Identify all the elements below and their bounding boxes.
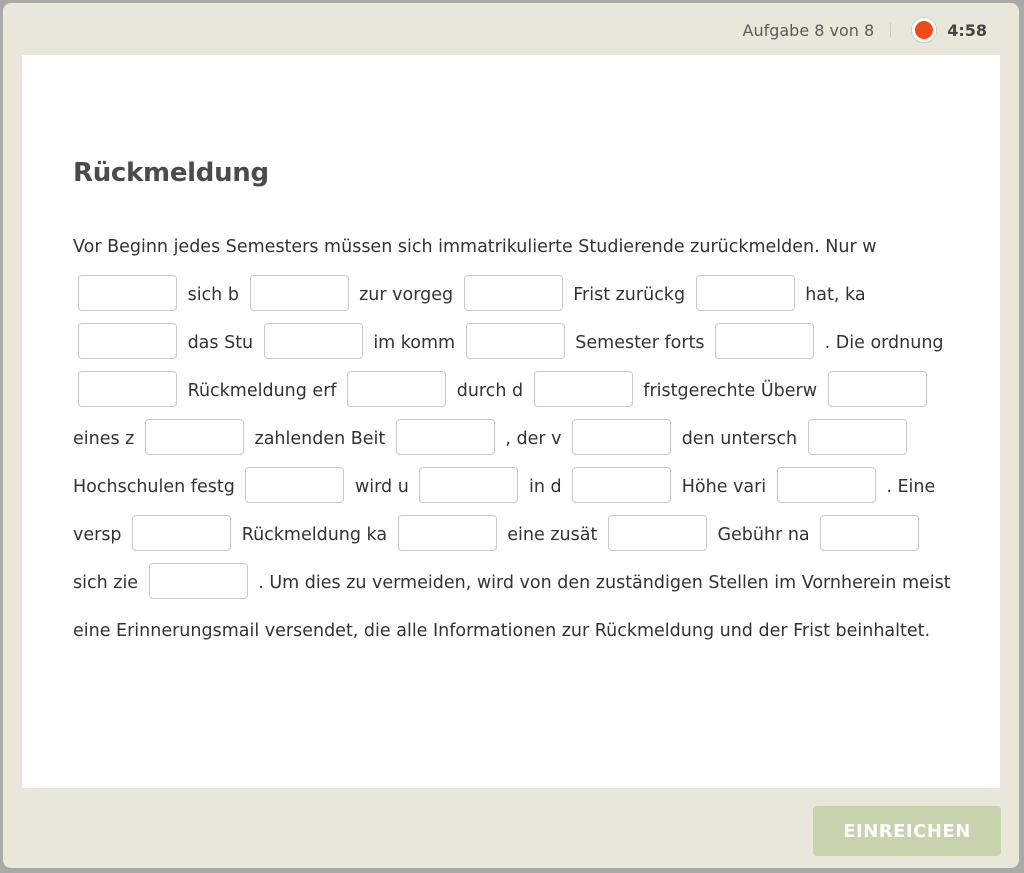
cloze-segment: im komm: [373, 333, 456, 353]
cloze-segment: zahlenden Beit: [254, 429, 386, 449]
gap-input[interactable]: [347, 371, 446, 407]
gap-input[interactable]: [696, 275, 795, 311]
cloze-segment: Semester forts: [575, 333, 705, 353]
status-bar: [743, 16, 988, 44]
divider: [890, 23, 891, 37]
gap-input[interactable]: [715, 323, 814, 359]
gap-input[interactable]: [78, 323, 177, 359]
timer-value: 4:58: [947, 20, 987, 40]
gap-input[interactable]: [464, 275, 563, 311]
cloze-segment: Gebühr na: [717, 525, 810, 545]
cloze-segment: Rückmeldung ka: [241, 525, 388, 545]
cloze-segment: hat, ka: [805, 285, 866, 305]
timer-icon: [911, 17, 937, 43]
cloze-segment: Rückmeldung erf: [187, 381, 337, 401]
cloze-segment: Höhe vari: [681, 477, 767, 497]
cloze-segment: , der v: [505, 429, 562, 449]
gap-input[interactable]: [245, 467, 344, 503]
cloze-segment: . Um dies zu vermeiden, wird von den zuständigen Stellen im Vornherein meist eine Erinnerungsmail versendet, die alle Informationen zur Rückmeldung und der Frist beinhaltet.: [73, 573, 951, 641]
footer: [813, 806, 1001, 856]
cloze-segment: in d: [528, 477, 562, 497]
cloze-segment: wird u: [354, 477, 409, 497]
cloze-segment: eine zusät: [507, 525, 598, 545]
gap-input[interactable]: [808, 419, 907, 455]
gap-input[interactable]: [820, 515, 919, 551]
gap-input[interactable]: [777, 467, 876, 503]
cloze-segment: Frist zurückg: [573, 285, 686, 305]
cloze-segment: durch d: [456, 381, 524, 401]
gap-input[interactable]: [466, 323, 565, 359]
exercise-window: [3, 3, 1019, 868]
cloze-segment: fristgerechte Überw: [643, 381, 818, 401]
exercise-card: [22, 55, 1000, 788]
timer-dot: [915, 21, 933, 39]
gap-input[interactable]: [534, 371, 633, 407]
gap-input[interactable]: [419, 467, 518, 503]
cloze-segment: das Stu: [187, 333, 254, 353]
task-progress: Aufgabe 8 von 8: [742, 20, 875, 40]
gap-input[interactable]: [396, 419, 495, 455]
submit-button[interactable]: EINREICHEN: [813, 806, 1001, 856]
cloze-segment: zur vorgeg: [359, 285, 454, 305]
gap-input[interactable]: [264, 323, 363, 359]
gap-input[interactable]: [78, 275, 177, 311]
cloze-segment: eines z: [73, 429, 135, 449]
cloze-segment: den untersch: [681, 429, 798, 449]
gap-input[interactable]: [572, 467, 671, 503]
gap-input[interactable]: [250, 275, 349, 311]
gap-input[interactable]: [398, 515, 497, 551]
cloze-segment: sich zie: [73, 573, 139, 593]
cloze-text: [73, 223, 958, 655]
gap-input[interactable]: [828, 371, 927, 407]
gap-input[interactable]: [572, 419, 671, 455]
gap-input[interactable]: [608, 515, 707, 551]
cloze-segment: sich b: [187, 285, 239, 305]
gap-input[interactable]: [145, 419, 244, 455]
cloze-segment: . Eine versp: [73, 477, 936, 545]
gap-input[interactable]: [78, 371, 177, 407]
gap-input[interactable]: [132, 515, 231, 551]
gap-input[interactable]: [149, 563, 248, 599]
page-title: Rückmeldung: [73, 158, 269, 188]
cloze-segment: Hochschulen festg: [73, 477, 235, 497]
cloze-segment: . Die ordnung: [824, 333, 944, 353]
cloze-segment: Vor Beginn jedes Semesters müssen sich immatrikulierte Studierende zurückmelden. Nur w: [73, 237, 877, 257]
